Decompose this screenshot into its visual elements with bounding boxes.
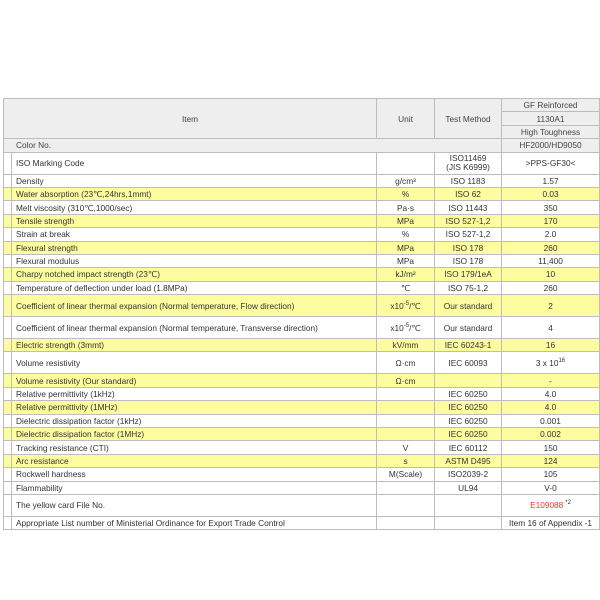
cell-value: Item 16 of Appendix -1 bbox=[502, 516, 600, 529]
row-marker bbox=[4, 374, 12, 387]
cell-item: The yellow card File No. bbox=[12, 494, 377, 516]
cell-item: Dielectric dissipation factor (1kHz) bbox=[12, 414, 377, 427]
cell-value bbox=[502, 352, 600, 374]
cell-item: Volume resistivity (Our standard) bbox=[12, 374, 377, 387]
table-row bbox=[4, 414, 600, 427]
table-row bbox=[4, 254, 600, 267]
row-marker bbox=[4, 494, 12, 516]
table-row bbox=[4, 401, 600, 414]
cell-item: Density bbox=[12, 174, 377, 187]
row-marker bbox=[4, 201, 12, 214]
cell-item: Tracking resistance (CTI) bbox=[12, 441, 377, 454]
cell-item: Relative permittivity (1MHz) bbox=[12, 401, 377, 414]
cell-test-method: ISO 11443 bbox=[435, 201, 502, 214]
table-row bbox=[4, 352, 600, 374]
cell-unit: s bbox=[377, 454, 435, 467]
cell-item: Strain at break bbox=[12, 228, 377, 241]
cell-item: Flammability bbox=[12, 481, 377, 494]
cell-test-method: IEC 60093 bbox=[435, 352, 502, 374]
cell-unit: MPa bbox=[377, 214, 435, 227]
cell-test-method: IEC 60112 bbox=[435, 441, 502, 454]
table-row bbox=[4, 214, 600, 227]
cell-test-method: ISO 178 bbox=[435, 254, 502, 267]
cell-unit: kV/mm bbox=[377, 339, 435, 352]
cell-value: 150 bbox=[502, 441, 600, 454]
table-row bbox=[4, 241, 600, 254]
color-no-value: HF2000/HD9050 bbox=[502, 139, 600, 152]
table-row bbox=[4, 228, 600, 241]
table-row bbox=[4, 481, 600, 494]
color-no-label: Color No. bbox=[4, 139, 502, 152]
value-exponent: 16 bbox=[558, 357, 566, 364]
unit-base: x10 bbox=[390, 322, 404, 333]
cell-item: Flexural modulus bbox=[12, 254, 377, 267]
table-body bbox=[4, 152, 600, 530]
properties-table bbox=[3, 98, 600, 530]
cell-value: 260 bbox=[502, 281, 600, 294]
cell-item: Tensile strength bbox=[12, 214, 377, 227]
cell-test-method: ISO 527-1,2 bbox=[435, 214, 502, 227]
header-grade-line-3: High Toughness bbox=[502, 125, 600, 138]
cell-item: ISO Marking Code bbox=[12, 152, 377, 174]
table-row bbox=[4, 187, 600, 200]
row-marker bbox=[4, 516, 12, 529]
row-marker bbox=[4, 317, 12, 339]
header-item: Item bbox=[4, 99, 377, 139]
cell-unit: MPa bbox=[377, 254, 435, 267]
table-row bbox=[4, 516, 600, 529]
cell-test-method: ASTM D495 bbox=[435, 454, 502, 467]
cell-unit: g/cm³ bbox=[377, 174, 435, 187]
cell-value: 0.001 bbox=[502, 414, 600, 427]
table-row bbox=[4, 428, 600, 441]
cell-test-method bbox=[435, 374, 502, 387]
table-row bbox=[4, 454, 600, 467]
cell-value: 2 bbox=[502, 295, 600, 317]
cell-value: 170 bbox=[502, 214, 600, 227]
cell-test-method: ISO 62 bbox=[435, 187, 502, 200]
row-marker bbox=[4, 481, 12, 494]
row-marker bbox=[4, 228, 12, 241]
value-main: E109088 bbox=[530, 500, 564, 511]
cell-unit bbox=[377, 152, 435, 174]
row-marker bbox=[4, 241, 12, 254]
unit-exponent: -5 bbox=[403, 300, 410, 307]
unit-exponent: -5 bbox=[403, 322, 410, 329]
cell-unit bbox=[377, 317, 435, 339]
cell-item: Dielectric dissipation factor (1MHz) bbox=[12, 428, 377, 441]
row-marker bbox=[4, 254, 12, 267]
cell-test-method: ISO 178 bbox=[435, 241, 502, 254]
cell-value: 4 bbox=[502, 317, 600, 339]
cell-unit: ℃ bbox=[377, 281, 435, 294]
cell-test-method: IEC 60243-1 bbox=[435, 339, 502, 352]
value-main: 3 x 10 bbox=[535, 357, 559, 368]
cell-test-method: IEC 60250 bbox=[435, 414, 502, 427]
cell-test-method: ISO2039-2 bbox=[435, 468, 502, 481]
cell-value: 124 bbox=[502, 454, 600, 467]
cell-test-method: IEC 60250 bbox=[435, 387, 502, 400]
cell-unit: V bbox=[377, 441, 435, 454]
cell-test-method bbox=[435, 516, 502, 529]
cell-unit bbox=[377, 516, 435, 529]
cell-value: - bbox=[502, 374, 600, 387]
row-marker bbox=[4, 352, 12, 374]
header-grade-line-2: 1130A1 bbox=[502, 112, 600, 125]
cell-test-method bbox=[435, 494, 502, 516]
cell-value: 0.002 bbox=[502, 428, 600, 441]
row-marker bbox=[4, 268, 12, 281]
cell-value: 4.0 bbox=[502, 401, 600, 414]
cell-test-method: Our standard bbox=[435, 295, 502, 317]
cell-item: Coefficient of linear thermal expansion (Normal temperature, Transverse direction) bbox=[12, 317, 377, 339]
cell-item: Arc resistance bbox=[12, 454, 377, 467]
table-row bbox=[4, 201, 600, 214]
table-header bbox=[4, 99, 600, 153]
cell-value: 0.03 bbox=[502, 187, 600, 200]
row-marker bbox=[4, 214, 12, 227]
header-unit: Unit bbox=[377, 99, 435, 139]
cell-unit bbox=[377, 428, 435, 441]
cell-item: Volume resistivity bbox=[12, 352, 377, 374]
cell-value: 10 bbox=[502, 268, 600, 281]
cell-unit bbox=[377, 387, 435, 400]
cell-item: Charpy notched impact strength (23℃) bbox=[12, 268, 377, 281]
row-marker bbox=[4, 152, 12, 174]
cell-value: 1.57 bbox=[502, 174, 600, 187]
table-row bbox=[4, 494, 600, 516]
cell-value: >PPS-GF30< bbox=[502, 152, 600, 174]
row-marker bbox=[4, 387, 12, 400]
cell-value: 2.0 bbox=[502, 228, 600, 241]
table-row bbox=[4, 374, 600, 387]
table-row bbox=[4, 441, 600, 454]
cell-item: Temperature of deflection under load (1.8MPa) bbox=[12, 281, 377, 294]
row-marker bbox=[4, 414, 12, 427]
row-marker bbox=[4, 187, 12, 200]
cell-unit: % bbox=[377, 228, 435, 241]
cell-unit: Ω·cm bbox=[377, 374, 435, 387]
cell-value: 105 bbox=[502, 468, 600, 481]
cell-test-method: UL94 bbox=[435, 481, 502, 494]
cell-unit: Ω·cm bbox=[377, 352, 435, 374]
table-row bbox=[4, 339, 600, 352]
cell-test-method bbox=[435, 152, 502, 174]
unit-tail: /℃ bbox=[409, 322, 421, 333]
unit-tail: /℃ bbox=[409, 300, 421, 311]
cell-unit: Pa·s bbox=[377, 201, 435, 214]
cell-unit: % bbox=[377, 187, 435, 200]
cell-test-method: Our standard bbox=[435, 317, 502, 339]
cell-unit: M(Scale) bbox=[377, 468, 435, 481]
cell-item: Coefficient of linear thermal expansion (Normal temperature, Flow direction) bbox=[12, 295, 377, 317]
cell-unit bbox=[377, 481, 435, 494]
table-row bbox=[4, 268, 600, 281]
row-marker bbox=[4, 295, 12, 317]
method-line-2: (JIS K6999) bbox=[446, 162, 490, 173]
header-grade-line-1: GF Reinforced bbox=[502, 99, 600, 112]
row-marker bbox=[4, 468, 12, 481]
table-row bbox=[4, 468, 600, 481]
method-line-1: ISO11469 bbox=[449, 153, 487, 164]
cell-value: 16 bbox=[502, 339, 600, 352]
unit-base: x10 bbox=[390, 300, 404, 311]
cell-unit bbox=[377, 295, 435, 317]
cell-value: 350 bbox=[502, 201, 600, 214]
cell-test-method: ISO 1183 bbox=[435, 174, 502, 187]
table-row bbox=[4, 317, 600, 339]
row-marker bbox=[4, 281, 12, 294]
cell-value: 260 bbox=[502, 241, 600, 254]
table-row bbox=[4, 152, 600, 174]
cell-value: V-0 bbox=[502, 481, 600, 494]
cell-item: Flexural strength bbox=[12, 241, 377, 254]
value-footnote: *2 bbox=[565, 500, 571, 507]
table-row bbox=[4, 174, 600, 187]
cell-unit bbox=[377, 414, 435, 427]
table-row bbox=[4, 281, 600, 294]
cell-unit: MPa bbox=[377, 241, 435, 254]
cell-item: Appropriate List number of Ministerial Ordinance for Export Trade Control bbox=[12, 516, 377, 529]
cell-item: Electric strength (3mmt) bbox=[12, 339, 377, 352]
cell-unit bbox=[377, 401, 435, 414]
cell-test-method: IEC 60250 bbox=[435, 428, 502, 441]
cell-item: Water absorption (23℃,24hrs,1mmt) bbox=[12, 187, 377, 200]
cell-test-method: ISO 527-1,2 bbox=[435, 228, 502, 241]
cell-item: Rockwell hardness bbox=[12, 468, 377, 481]
row-marker bbox=[4, 428, 12, 441]
row-marker bbox=[4, 401, 12, 414]
cell-item: Relative permittivity (1kHz) bbox=[12, 387, 377, 400]
cell-value: 4.0 bbox=[502, 387, 600, 400]
table-row bbox=[4, 387, 600, 400]
row-marker bbox=[4, 339, 12, 352]
table-row bbox=[4, 295, 600, 317]
cell-value: 11,400 bbox=[502, 254, 600, 267]
header-test-method: Test Method bbox=[435, 99, 502, 139]
row-marker bbox=[4, 441, 12, 454]
row-marker bbox=[4, 174, 12, 187]
cell-test-method: IEC 60250 bbox=[435, 401, 502, 414]
cell-unit bbox=[377, 494, 435, 516]
cell-test-method: ISO 75-1,2 bbox=[435, 281, 502, 294]
cell-unit: kJ/m² bbox=[377, 268, 435, 281]
cell-item: Melt viscosity (310℃,1000/sec) bbox=[12, 201, 377, 214]
cell-test-method: ISO 179/1eA bbox=[435, 268, 502, 281]
row-marker bbox=[4, 454, 12, 467]
cell-value bbox=[502, 494, 600, 516]
